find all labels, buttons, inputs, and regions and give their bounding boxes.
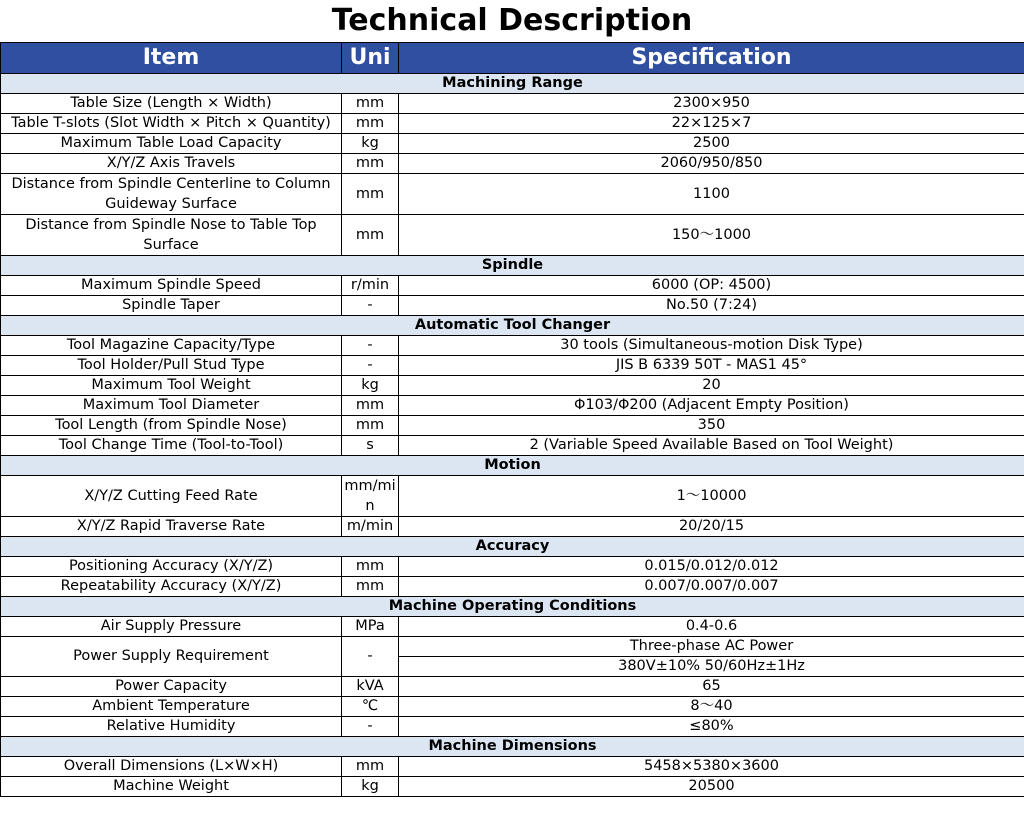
unit-cell: mm — [342, 396, 399, 416]
table-row — [1, 476, 1024, 517]
table-row — [1, 215, 1024, 256]
spec-cell: 1100 — [399, 174, 1024, 215]
unit-cell: mm — [342, 174, 399, 215]
unit-cell: mm — [342, 154, 399, 174]
spec-cell: 30 tools (Simultaneous-motion Disk Type) — [399, 336, 1024, 356]
section-title: Machining Range — [1, 74, 1024, 94]
spec-cell: JIS B 6339 50T - MAS1 45° — [399, 356, 1024, 376]
section-row — [1, 597, 1024, 617]
item-cell: Table Size (Length × Width) — [1, 94, 342, 114]
spec-cell: 22×125×7 — [399, 114, 1024, 134]
item-cell: Overall Dimensions (L×W×H) — [1, 757, 342, 777]
table-row — [1, 757, 1024, 777]
table-row — [1, 154, 1024, 174]
section-row — [1, 74, 1024, 94]
item-cell: Maximum Spindle Speed — [1, 276, 342, 296]
spec-cell: Φ103/Φ200 (Adjacent Empty Position) — [399, 396, 1024, 416]
spec-cell: 0.015/0.012/0.012 — [399, 557, 1024, 577]
unit-cell: mm/min — [342, 476, 399, 517]
table-row — [1, 617, 1024, 637]
unit-cell: mm — [342, 757, 399, 777]
unit-cell: - — [342, 717, 399, 737]
table-row — [1, 637, 1024, 657]
spec-cell: 5458×5380×3600 — [399, 757, 1024, 777]
spec-cell: 65 — [399, 677, 1024, 697]
section-row — [1, 737, 1024, 757]
unit-cell: r/min — [342, 276, 399, 296]
unit-cell: kg — [342, 134, 399, 154]
spec-cell: 2 (Variable Speed Available Based on Tool Weight) — [399, 436, 1024, 456]
unit-cell: mm — [342, 215, 399, 256]
item-cell: X/Y/Z Cutting Feed Rate — [1, 476, 342, 517]
table-row — [1, 114, 1024, 134]
spec-cell: 8～40 — [399, 697, 1024, 717]
unit-cell: - — [342, 637, 399, 677]
table-row — [1, 134, 1024, 154]
section-title: Machine Operating Conditions — [1, 597, 1024, 617]
section-title: Automatic Tool Changer — [1, 316, 1024, 336]
page-title: Technical Description — [331, 3, 693, 38]
table-row — [1, 517, 1024, 537]
spec-cell: 2500 — [399, 134, 1024, 154]
item-cell: Maximum Tool Weight — [1, 376, 342, 396]
item-cell: Power Supply Requirement — [1, 637, 342, 677]
section-row — [1, 456, 1024, 476]
spec-cell: 2300×950 — [399, 94, 1024, 114]
unit-cell: s — [342, 436, 399, 456]
spec-cell: 0.007/0.007/0.007 — [399, 577, 1024, 597]
table-row — [1, 94, 1024, 114]
spec-cell: 150～1000 — [399, 215, 1024, 256]
item-cell: X/Y/Z Rapid Traverse Rate — [1, 517, 342, 537]
unit-cell: ℃ — [342, 697, 399, 717]
table-row — [1, 276, 1024, 296]
table-row — [1, 376, 1024, 396]
section-title: Spindle — [1, 256, 1024, 276]
spec-cell: ≤80% — [399, 717, 1024, 737]
header-spec: Specification — [399, 43, 1024, 74]
spec-cell: 1～10000 — [399, 476, 1024, 517]
table-row — [1, 174, 1024, 215]
item-cell: Spindle Taper — [1, 296, 342, 316]
unit-cell: m/min — [342, 517, 399, 537]
table-row — [1, 577, 1024, 597]
item-cell: Distance from Spindle Nose to Table Top Surface — [1, 215, 342, 256]
unit-cell: - — [342, 296, 399, 316]
item-cell: X/Y/Z Axis Travels — [1, 154, 342, 174]
header-item: Item — [1, 43, 342, 74]
table-row — [1, 777, 1024, 797]
table-row — [1, 677, 1024, 697]
spec-cell: 6000 (OP: 4500) — [399, 276, 1024, 296]
table-row — [1, 436, 1024, 456]
spec-cell: No.50 (7:24) — [399, 296, 1024, 316]
unit-cell: mm — [342, 114, 399, 134]
spec-cell: 20 — [399, 376, 1024, 396]
unit-cell: - — [342, 356, 399, 376]
table-row — [1, 396, 1024, 416]
section-title: Accuracy — [1, 537, 1024, 557]
table-row — [1, 416, 1024, 436]
header-row — [1, 43, 1024, 74]
unit-cell: MPa — [342, 617, 399, 637]
spec-cell: 350 — [399, 416, 1024, 436]
item-cell: Maximum Tool Diameter — [1, 396, 342, 416]
item-cell: Tool Change Time (Tool-to-Tool) — [1, 436, 342, 456]
item-cell: Power Capacity — [1, 677, 342, 697]
header-unit: Uni — [342, 43, 399, 74]
section-row — [1, 537, 1024, 557]
unit-cell: kg — [342, 777, 399, 797]
unit-cell: - — [342, 336, 399, 356]
item-cell: Positioning Accuracy (X/Y/Z) — [1, 557, 342, 577]
item-cell: Tool Magazine Capacity/Type — [1, 336, 342, 356]
item-cell: Air Supply Pressure — [1, 617, 342, 637]
section-row — [1, 256, 1024, 276]
item-cell: Distance from Spindle Centerline to Column Guideway Surface — [1, 174, 342, 215]
table-row — [1, 296, 1024, 316]
unit-cell: mm — [342, 416, 399, 436]
section-title: Motion — [1, 456, 1024, 476]
spec-cell: 20/20/15 — [399, 517, 1024, 537]
unit-cell: mm — [342, 94, 399, 114]
item-cell: Tool Length (from Spindle Nose) — [1, 416, 342, 436]
table-row — [1, 356, 1024, 376]
item-cell: Relative Humidity — [1, 717, 342, 737]
table-row — [1, 336, 1024, 356]
table-row — [1, 717, 1024, 737]
spec-cell: 2060/950/850 — [399, 154, 1024, 174]
unit-cell: mm — [342, 577, 399, 597]
item-cell: Machine Weight — [1, 777, 342, 797]
spec-cell: Three-phase AC Power — [399, 637, 1024, 657]
spec-cell: 0.4-0.6 — [399, 617, 1024, 637]
unit-cell: kVA — [342, 677, 399, 697]
section-title: Machine Dimensions — [1, 737, 1024, 757]
spec-cell: 380V±10% 50/60Hz±1Hz — [399, 657, 1024, 677]
item-cell: Ambient Temperature — [1, 697, 342, 717]
item-cell: Table T-slots (Slot Width × Pitch × Quantity) — [1, 114, 342, 134]
table-row — [1, 557, 1024, 577]
unit-cell: mm — [342, 557, 399, 577]
item-cell: Tool Holder/Pull Stud Type — [1, 356, 342, 376]
spec-table — [0, 42, 1024, 797]
item-cell: Repeatability Accuracy (X/Y/Z) — [1, 577, 342, 597]
table-row — [1, 697, 1024, 717]
item-cell: Maximum Table Load Capacity — [1, 134, 342, 154]
unit-cell: kg — [342, 376, 399, 396]
spec-cell: 20500 — [399, 777, 1024, 797]
section-row — [1, 316, 1024, 336]
